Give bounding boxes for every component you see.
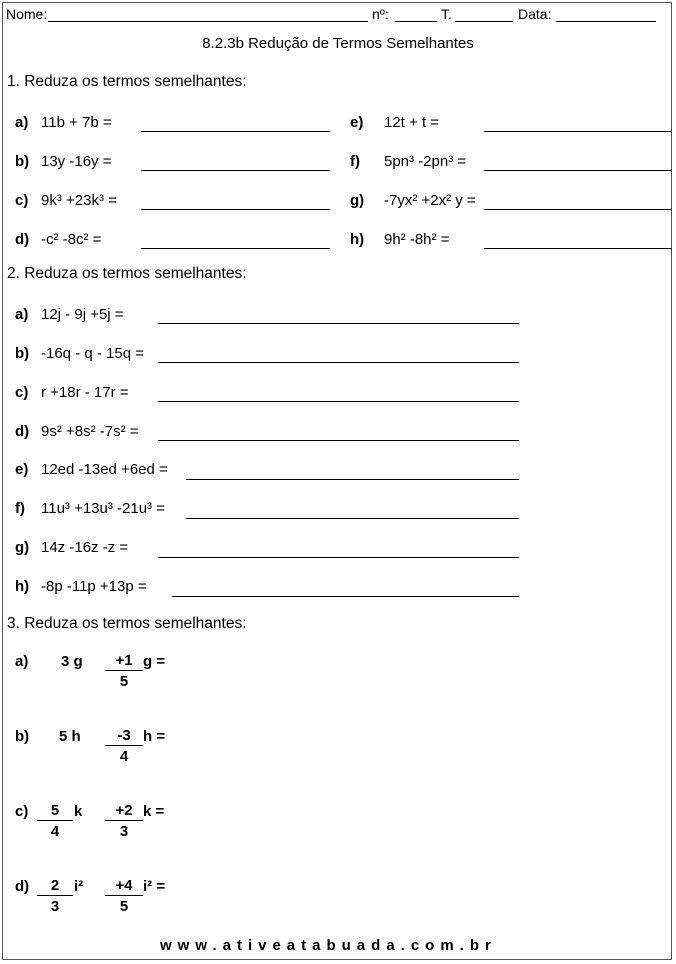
s3-fraction — [37, 876, 73, 917]
s3-term: 5 h — [59, 728, 81, 745]
fraction-numerator: 2 — [37, 876, 73, 896]
s3-item-label: d) — [15, 878, 30, 895]
section-2-heading: 2. Reduza os termos semelhantes: — [7, 265, 247, 282]
s2-answer-line[interactable] — [158, 440, 519, 441]
s3-term-variable: h = — [143, 728, 166, 745]
s3-item-label: b) — [15, 728, 30, 745]
fraction-numerator: +4 — [105, 876, 143, 896]
s3-item-label: c) — [15, 803, 29, 820]
fraction-denominator: 4 — [50, 823, 60, 840]
s2-item-label: c) — [15, 384, 29, 401]
s1-item-label: f) — [350, 153, 360, 170]
s2-expr: 12ed -13ed +6ed = — [41, 461, 168, 478]
worksheet-frame — [2, 2, 672, 960]
s3-term-variable: i² = — [143, 878, 166, 895]
s3-fraction — [105, 726, 143, 767]
s2-item-label: h) — [15, 578, 30, 595]
fraction-denominator: 3 — [119, 823, 129, 840]
class-label: T. — [441, 6, 452, 22]
footer-website: www.ativeatabuada.com.br — [160, 937, 497, 954]
s2-item-label: e) — [15, 461, 29, 478]
date-field[interactable] — [556, 21, 656, 22]
s3-term-variable: i² — [74, 878, 84, 895]
s1-item-label: g) — [350, 192, 365, 209]
s1-expr: 11b + 7b = — [41, 114, 112, 131]
s2-item-label: a) — [15, 306, 29, 323]
s1-item-label: c) — [15, 192, 29, 209]
s2-expr: 11u³ +13u³ -21u³ = — [41, 500, 165, 517]
fraction-denominator: 4 — [119, 748, 129, 765]
s3-term-variable: k = — [143, 803, 165, 820]
s1-item-label: e) — [350, 114, 364, 131]
s1-answer-line[interactable] — [141, 170, 330, 171]
class-field[interactable] — [455, 21, 513, 22]
s2-answer-line[interactable] — [158, 323, 519, 324]
s2-item-label: f) — [15, 500, 25, 517]
s1-item-label: d) — [15, 231, 30, 248]
s1-answer-line[interactable] — [484, 170, 672, 171]
s1-expr: 9k³ +23k³ = — [41, 192, 117, 209]
page-title: 8.2.3b Redução de Termos Semelhantes — [202, 35, 474, 52]
s3-term-variable: k — [74, 803, 83, 820]
s2-item-label: g) — [15, 539, 30, 556]
s1-item-label: h) — [350, 231, 365, 248]
s1-expr: -c² -8c² = — [41, 231, 102, 248]
fraction-denominator: 3 — [50, 898, 60, 915]
s2-answer-line[interactable] — [158, 557, 519, 558]
s2-answer-line[interactable] — [186, 518, 519, 519]
s1-answer-line[interactable] — [484, 209, 672, 210]
s3-fraction — [105, 651, 143, 692]
s2-expr: 12j - 9j +5j = — [41, 306, 124, 323]
s1-item-label: b) — [15, 153, 30, 170]
s2-item-label: b) — [15, 345, 30, 362]
date-label: Data: — [518, 6, 552, 22]
fraction-numerator: +1 — [105, 651, 143, 671]
fraction-denominator: 5 — [119, 673, 129, 690]
s3-item-label: a) — [15, 653, 29, 670]
s2-item-label: d) — [15, 423, 30, 440]
name-label: Nome: — [6, 6, 48, 22]
number-field[interactable] — [395, 21, 437, 22]
s1-item-label: a) — [15, 114, 29, 131]
s1-answer-line[interactable] — [484, 131, 672, 132]
fraction-numerator: +2 — [105, 801, 143, 821]
s2-answer-line[interactable] — [172, 596, 519, 597]
s1-expr: -7yx² +2x² y = — [384, 192, 476, 209]
name-field[interactable] — [48, 21, 368, 22]
s2-expr: 14z -16z -z = — [41, 539, 129, 556]
s1-expr: 5pn³ -2pn³ = — [384, 153, 467, 170]
s1-answer-line[interactable] — [141, 131, 330, 132]
s2-answer-line[interactable] — [158, 362, 519, 363]
number-label: nº: — [372, 6, 389, 22]
section-1-heading: 1. Reduza os termos semelhantes: — [7, 73, 247, 90]
s2-expr: 9s² +8s² -7s² = — [41, 423, 139, 440]
s1-expr: 9h² -8h² = — [384, 231, 450, 248]
fraction-numerator: 5 — [37, 801, 73, 821]
section-3-heading: 3. Reduza os termos semelhantes: — [7, 615, 247, 632]
s1-answer-line[interactable] — [484, 248, 672, 249]
s1-answer-line[interactable] — [141, 248, 330, 249]
s3-term: 3 g — [61, 653, 83, 670]
s3-term-variable: g = — [143, 653, 166, 670]
s1-expr: 12t + t = — [384, 114, 440, 131]
s2-expr: -16q - q - 15q = — [41, 345, 144, 362]
s1-expr: 13y -16y = — [41, 153, 112, 170]
s2-expr: -8p -11p +13p = — [41, 578, 147, 595]
fraction-numerator: -3 — [105, 726, 143, 746]
s2-answer-line[interactable] — [158, 401, 519, 402]
fraction-denominator: 5 — [119, 898, 129, 915]
s2-answer-line[interactable] — [186, 479, 519, 480]
s3-fraction — [37, 801, 73, 842]
s3-fraction — [105, 801, 143, 842]
s3-fraction — [105, 876, 143, 917]
s1-answer-line[interactable] — [141, 209, 330, 210]
s2-expr: r +18r - 17r = — [41, 384, 129, 401]
